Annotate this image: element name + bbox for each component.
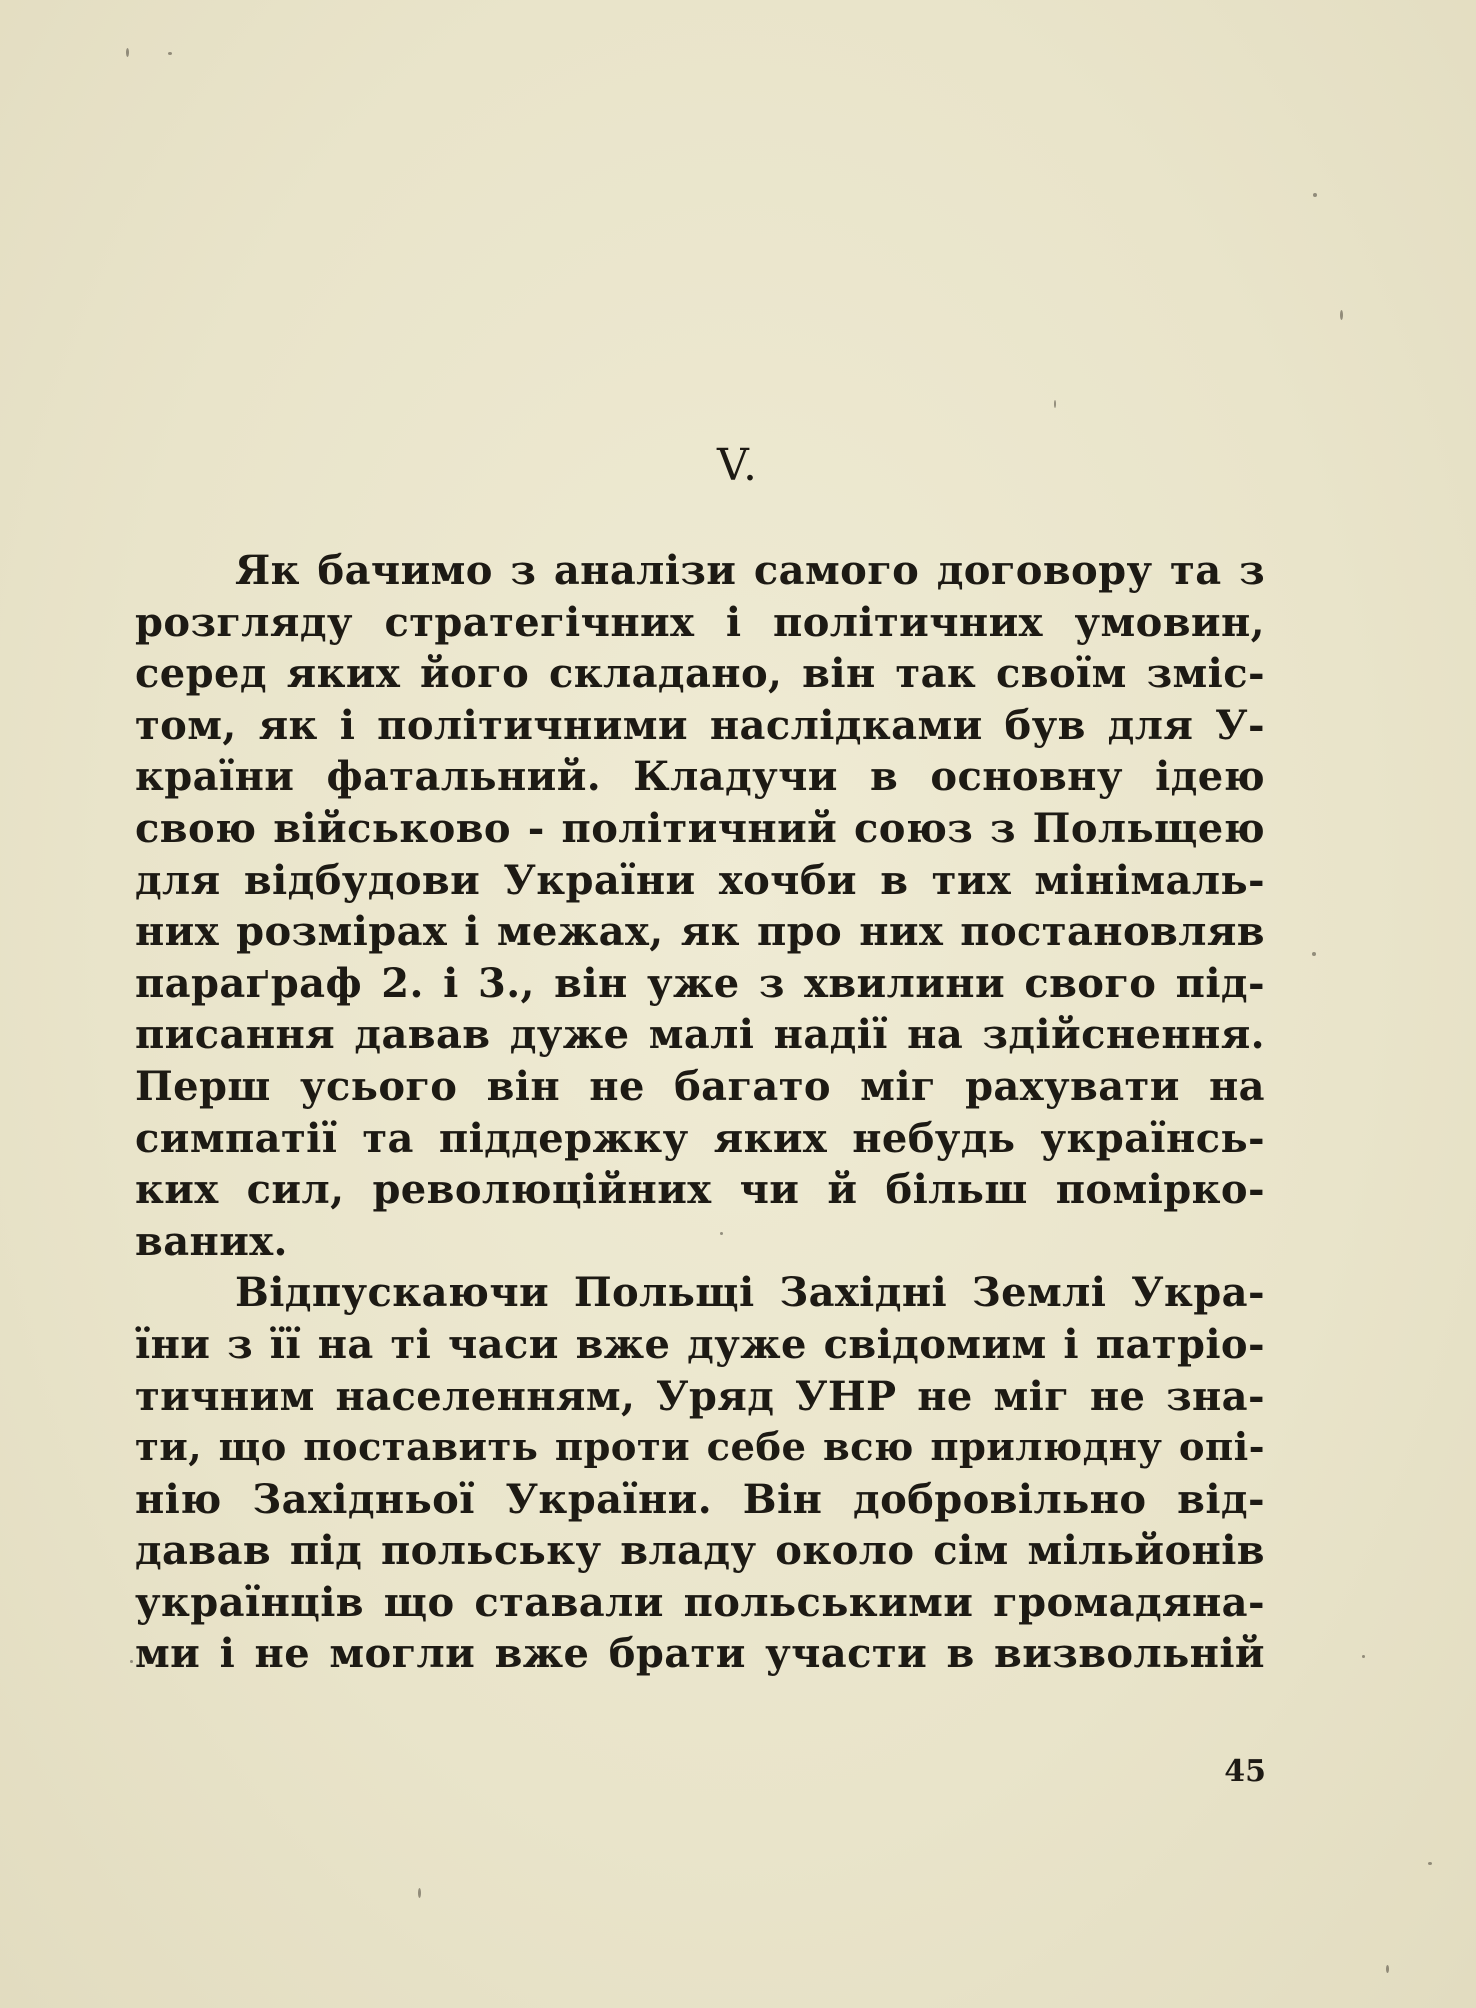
- text-line: ми і не могли вже брати участи в визвольній: [135, 1630, 1265, 1678]
- paper-speck: [168, 52, 172, 55]
- text-line: українців що ставали польськими громадяна-: [135, 1578, 1265, 1626]
- paper-speck: [126, 48, 129, 57]
- paragraph-2: [135, 1267, 1265, 1680]
- text-line: країни фатальний. Кладучи в основну ідею: [135, 753, 1265, 801]
- paper-speck: [1340, 310, 1343, 320]
- text-line: серед яких його складано, він так своїм зміс-: [135, 650, 1265, 698]
- paper-speck: [1054, 400, 1056, 408]
- paper-speck: [1362, 1655, 1365, 1658]
- text-line: писання давав дуже малі надії на здійснення.: [135, 1011, 1265, 1059]
- paper-speck: [418, 1888, 421, 1898]
- text-line: розгляду стратегічних і політичних умовин,: [135, 598, 1265, 646]
- paper-speck: [1386, 1965, 1389, 1973]
- text-line: параґраф 2. і 3., він уже з хвилини свого під-: [135, 959, 1265, 1007]
- text-line: ти, що поставить проти себе всю прилюдну опі-: [135, 1425, 1265, 1471]
- text-line: Перш усього він не багато міг рахувати на: [135, 1062, 1265, 1110]
- text-line: нію Західньої України. Він добровільно від-: [135, 1475, 1265, 1523]
- text-line: давав під польську владу около сім мільйонів: [135, 1527, 1265, 1575]
- text-line: тичним населенням, Уряд УНР не міг не зна-: [135, 1372, 1265, 1420]
- text-line: для відбудови України хочби в тих мінімаль-: [135, 856, 1265, 904]
- text-line: них розмірах і межах, як про них постановляв: [135, 908, 1265, 956]
- page-number: 45: [1224, 1754, 1266, 1789]
- paper-speck: [1313, 193, 1317, 197]
- text-line: Як бачимо з аналізи самого договору та з: [235, 547, 1265, 594]
- paper-speck: [130, 1660, 133, 1663]
- chapter-numeral: V.: [716, 440, 760, 491]
- text-line: симпатії та піддержку яких небудь українсь-: [135, 1114, 1265, 1162]
- paper-speck: [1312, 952, 1316, 956]
- text-line: ваних.: [135, 1217, 288, 1265]
- body-text: [135, 545, 1265, 1680]
- paragraph-1: [135, 545, 1265, 1267]
- text-line: свою військово - політичний союз з Польщею: [135, 804, 1265, 852]
- paper-speck: [1428, 1862, 1432, 1865]
- text-line: ких сил, революційних чи й більш поміркo-: [135, 1166, 1265, 1214]
- text-line: їни з її на ті часи вже дуже свідомим і патріо-: [135, 1320, 1265, 1368]
- text-line: Відпускаючи Польщі Західні Землі Укра-: [235, 1269, 1265, 1317]
- text-line: том, як і політичними наслідками був для У-: [135, 701, 1265, 749]
